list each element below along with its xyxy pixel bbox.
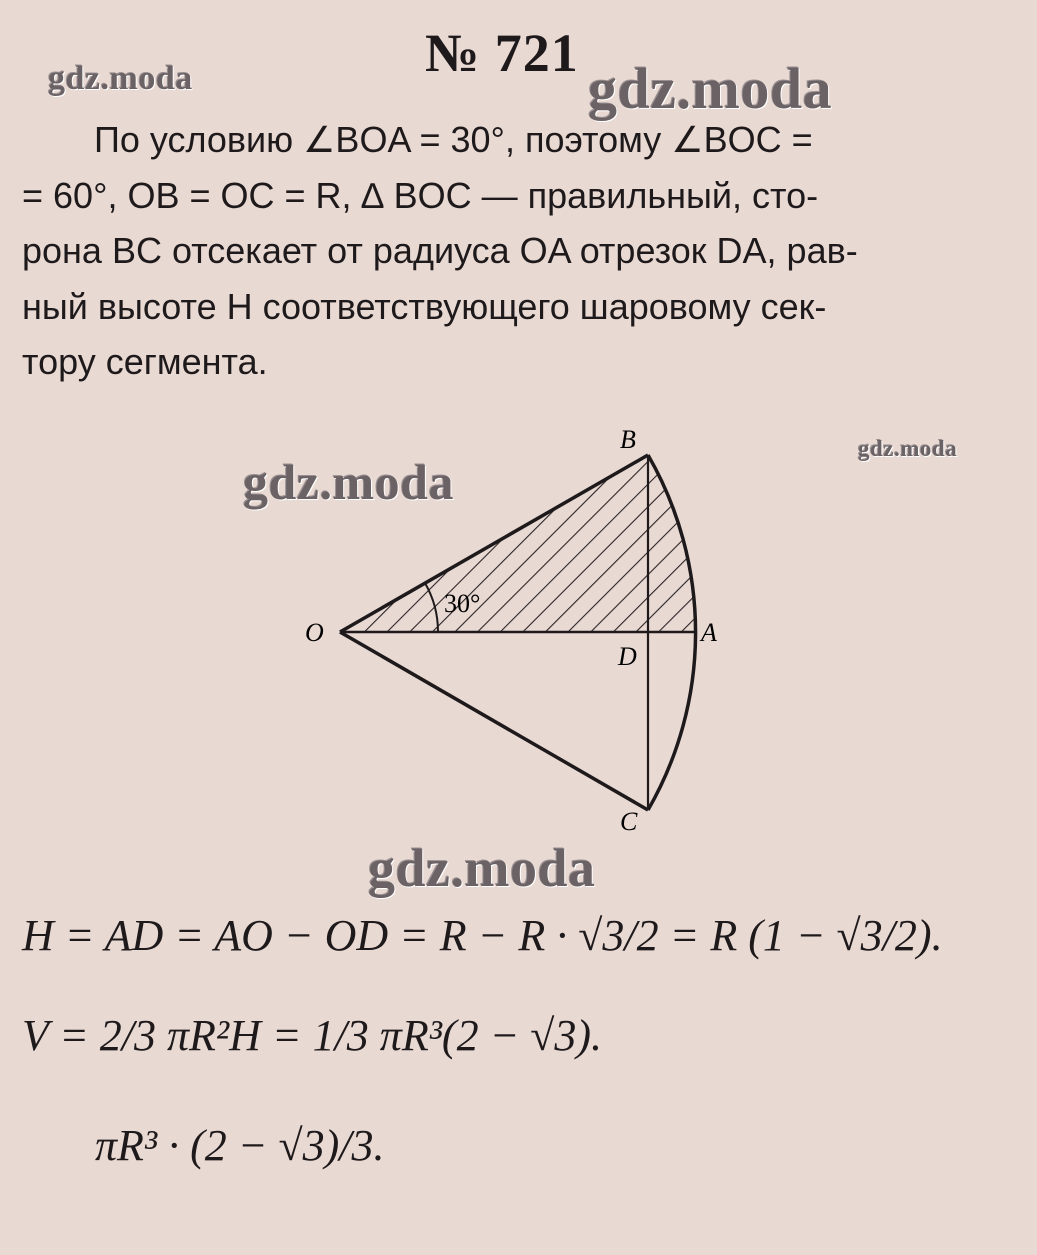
label-D: D: [618, 642, 637, 671]
text-line-2: = 60°, OB = OC = R, ∆ BOC — правильный, сто-: [22, 174, 819, 216]
text-line-3: рона BC отсекает от радиуса OA отрезок DA, рав-: [22, 230, 858, 271]
formula-answer: πR³ · (2 − √3)/3.: [95, 1121, 385, 1170]
label-B: B: [620, 425, 636, 454]
formula-height: H = AD = AO − OD = R − R · √3/2 = R (1 − √3/2).: [22, 911, 943, 960]
watermark: gdz.moda: [243, 454, 454, 510]
segment-OC: [340, 632, 648, 810]
problem-number: № 721: [425, 23, 579, 83]
formula-volume: V = 2/3 πR²H = 1/3 πR³(2 − √3).: [22, 1011, 603, 1060]
watermark: gdz.moda: [48, 60, 193, 97]
watermark: gdz.moda: [588, 56, 833, 121]
text-line-5: тору сегмента.: [22, 341, 268, 382]
label-O: O: [305, 618, 324, 647]
watermark: gdz.moda: [368, 838, 596, 898]
text-line-4: ный высоте H соответствующего шаровому сек-: [22, 285, 827, 327]
watermark: gdz.moda: [858, 436, 958, 461]
text-line-1: По условию ∠BOA = 30°, поэтому ∠BOC =: [94, 119, 813, 160]
angle-label: 30°: [444, 589, 481, 618]
label-A: A: [701, 618, 717, 647]
label-C: C: [620, 807, 638, 836]
